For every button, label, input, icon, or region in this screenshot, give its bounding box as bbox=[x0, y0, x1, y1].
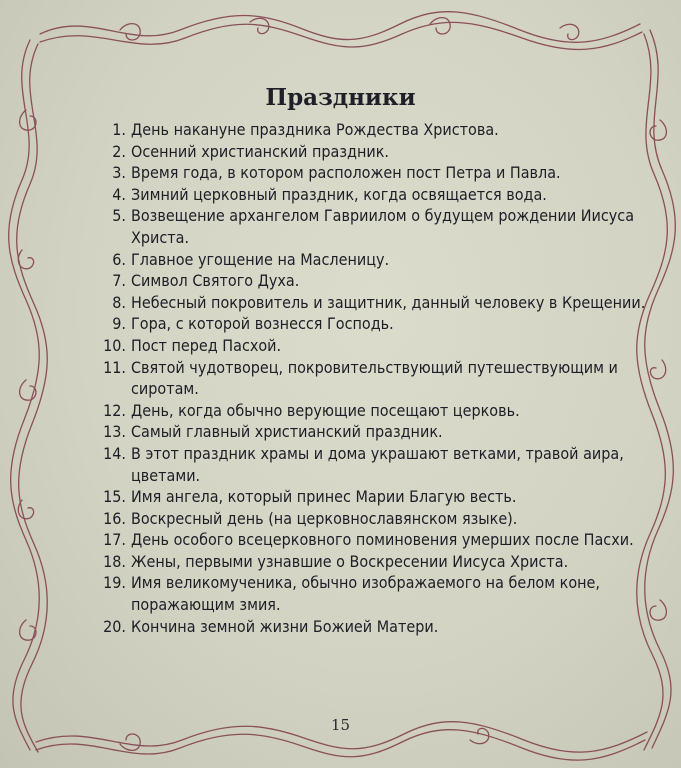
list-item bbox=[92, 119, 664, 141]
item-number: 19. bbox=[103, 573, 126, 593]
item-number: 17. bbox=[103, 530, 126, 550]
list-item bbox=[92, 184, 664, 206]
page-number: 15 bbox=[330, 716, 351, 734]
item-number: 20. bbox=[103, 616, 126, 636]
question-list bbox=[92, 119, 664, 637]
list-item bbox=[92, 162, 664, 184]
item-text: В этот праздник храмы и дома украшают ветками, травой аира, цветами. bbox=[131, 443, 624, 485]
item-number: 18. bbox=[103, 551, 126, 571]
item-number: 11. bbox=[103, 357, 126, 377]
item-number: 3. bbox=[112, 163, 126, 183]
list-item bbox=[92, 141, 664, 163]
item-number: 8. bbox=[112, 292, 126, 312]
item-text: Возвещение архангелом Гавриилом о будущем рождении Иисуса Христа. bbox=[131, 206, 635, 247]
list-item bbox=[92, 400, 664, 422]
item-number: 14. bbox=[103, 443, 126, 463]
list-item bbox=[92, 572, 664, 615]
item-number: 15. bbox=[103, 487, 126, 507]
item-text: Главное угощение на Масленицу. bbox=[131, 249, 390, 269]
item-text: Небесный покровитель и защитник, данный человеку в Крещении. bbox=[131, 292, 646, 312]
item-text: Время года, в котором расположен пост Петра и Павла. bbox=[131, 163, 561, 183]
list-item bbox=[92, 335, 664, 357]
list-item bbox=[92, 616, 664, 638]
item-text: Воскресный день (на церковнославянском языке). bbox=[131, 508, 518, 528]
list-item bbox=[92, 313, 664, 335]
item-text: Осенний христианский праздник. bbox=[131, 141, 389, 161]
list-item bbox=[92, 443, 664, 486]
item-number: 12. bbox=[103, 400, 126, 420]
item-number: 5. bbox=[112, 206, 126, 226]
list-item bbox=[92, 421, 664, 443]
item-text: Символ Святого Духа. bbox=[131, 271, 300, 291]
list-item bbox=[92, 486, 664, 508]
item-number: 16. bbox=[103, 508, 126, 528]
list-item bbox=[92, 292, 664, 314]
item-text: День, когда обычно верующие посещают церковь. bbox=[131, 400, 520, 420]
item-number: 10. bbox=[103, 335, 126, 355]
item-text: Пост перед Пасхой. bbox=[131, 335, 282, 355]
item-text: Имя великомученика, обычно изображаемого на белом коне, поражающим змия. bbox=[131, 573, 600, 615]
item-text: Самый главный христианский праздник. bbox=[131, 422, 443, 442]
list-item bbox=[92, 529, 664, 551]
item-text: Имя ангела, который принес Марии Благую весть. bbox=[131, 487, 517, 507]
list-item bbox=[92, 249, 664, 271]
list-item bbox=[92, 357, 664, 400]
list-item bbox=[92, 508, 664, 530]
item-number: 7. bbox=[112, 271, 126, 291]
list-item bbox=[92, 270, 664, 292]
item-text: Кончина земной жизни Божией Матери. bbox=[131, 616, 439, 636]
item-number: 9. bbox=[112, 314, 126, 334]
item-text: День накануне праздника Рождества Христова. bbox=[131, 120, 499, 139]
item-text: День особого всецерковного поминовения умерших после Пасхи. bbox=[131, 530, 634, 550]
list-item bbox=[92, 205, 664, 248]
item-number: 2. bbox=[112, 141, 126, 161]
item-text: Жены, первыми узнавшие о Воскресении Иисуса Христа. bbox=[131, 551, 569, 571]
page-title: Праздники bbox=[265, 84, 416, 111]
item-number: 13. bbox=[103, 422, 126, 442]
list-item bbox=[92, 551, 664, 573]
item-number: 1. bbox=[112, 120, 126, 139]
item-text: Гора, с которой вознесся Господь. bbox=[131, 314, 394, 334]
item-number: 6. bbox=[112, 249, 126, 269]
item-text: Святой чудотворец, покровительствующий путешествующим и сиротам. bbox=[131, 357, 618, 399]
item-number: 4. bbox=[112, 184, 126, 204]
item-text: Зимний церковный праздник, когда освящается вода. bbox=[131, 184, 547, 204]
